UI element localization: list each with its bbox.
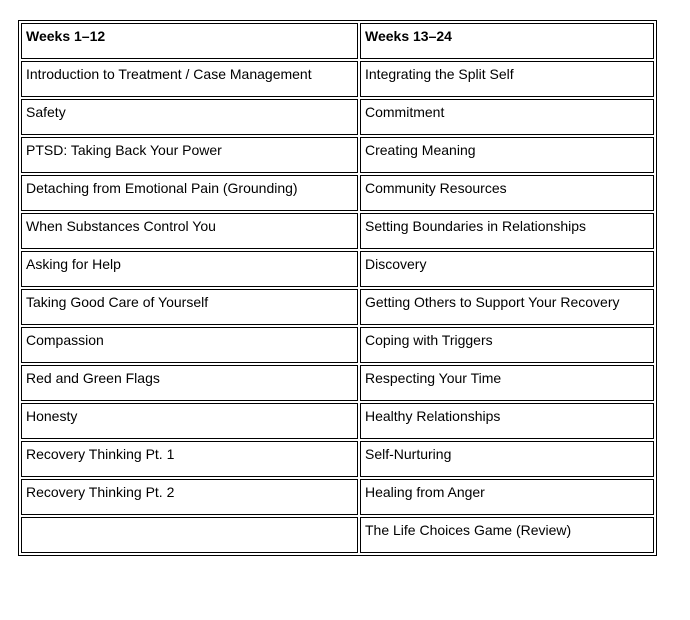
table-cell: Red and Green Flags <box>21 365 358 401</box>
table-row <box>21 213 654 249</box>
table-cell: Detaching from Emotional Pain (Grounding) <box>21 175 358 211</box>
table-cell: When Substances Control You <box>21 213 358 249</box>
weekly-curriculum-table <box>18 20 657 556</box>
table-cell: Healthy Relationships <box>360 403 654 439</box>
table-cell: Coping with Triggers <box>360 327 654 363</box>
table-cell: Honesty <box>21 403 358 439</box>
table-row <box>21 289 654 325</box>
table-cell: Integrating the Split Self <box>360 61 654 97</box>
table-cell: Respecting Your Time <box>360 365 654 401</box>
table-row <box>21 403 654 439</box>
table-cell: Recovery Thinking Pt. 1 <box>21 441 358 477</box>
table-cell: Community Resources <box>360 175 654 211</box>
table-row <box>21 365 654 401</box>
table-cell: Healing from Anger <box>360 479 654 515</box>
table-cell: Creating Meaning <box>360 137 654 173</box>
table-cell: The Life Choices Game (Review) <box>360 517 654 553</box>
column-header-weeks-13-24: Weeks 13–24 <box>360 23 654 59</box>
table-row <box>21 175 654 211</box>
table-cell: Safety <box>21 99 358 135</box>
table-cell-empty <box>21 517 358 553</box>
table-row <box>21 517 654 553</box>
column-header-weeks-1-12: Weeks 1–12 <box>21 23 358 59</box>
table-cell: Getting Others to Support Your Recovery <box>360 289 654 325</box>
table-row <box>21 137 654 173</box>
table-row <box>21 327 654 363</box>
table-cell: Recovery Thinking Pt. 2 <box>21 479 358 515</box>
table-header-row <box>21 23 654 59</box>
table-cell: Commitment <box>360 99 654 135</box>
table-row <box>21 251 654 287</box>
table-cell: Asking for Help <box>21 251 358 287</box>
table-cell: Compassion <box>21 327 358 363</box>
table-cell: PTSD: Taking Back Your Power <box>21 137 358 173</box>
table-row <box>21 61 654 97</box>
table-row <box>21 99 654 135</box>
table-cell: Self-Nurturing <box>360 441 654 477</box>
table-row <box>21 479 654 515</box>
table-cell: Taking Good Care of Yourself <box>21 289 358 325</box>
table-row <box>21 441 654 477</box>
table-cell: Setting Boundaries in Relationships <box>360 213 654 249</box>
table-cell: Discovery <box>360 251 654 287</box>
table-cell: Introduction to Treatment / Case Management <box>21 61 358 97</box>
